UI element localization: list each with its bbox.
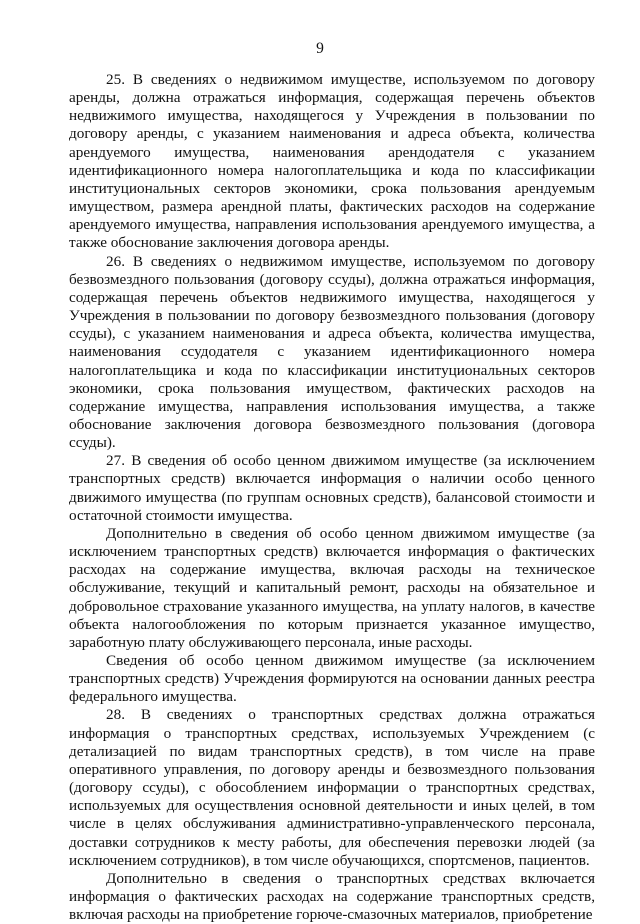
paragraph-26: 26. В сведениях о недвижимом имуществе, используемом по договору безвозмездного пользования (договору ссуды), должна отражаться информация, содержащая перечень объектов недвижимого имущества, находящегося у Учреждения в пользовании по договору безвозмездного пользования (договору ссуды), с указанием наименования и адреса объекта, количества имущества, наименования ссудодателя с указанием идентификационного номера налогоплательщика и кода по классификации институциональных секторов экономики, срока пользования имуществом, фактических расходов на содержание имущества, направления использования имущества, а также обоснование заключения договора безвозмездного пользования (договора ссуды). — [69, 252, 595, 452]
paragraph-27: 27. В сведения об особо ценном движимом имуществе (за исключением транспортных средств) включается информация о наличии особо ценного движимого имущества (по группам основных средств), балансовой стоимости и остаточной стоимости имущества. — [69, 452, 595, 524]
paragraph-27-additional: Дополнительно в сведения об особо ценном движимом имуществе (за исключением транспортных средств) включается информация о фактических расходах на содержание имущества, включая расходы на техническое обслуживание, текущий и капитальный ремонт, расходы на обязательное и добровольное страхование указанного имущества, на уплату налогов, в качестве объекта налогообложения по которым признается указанное имущество, заработную плату обслуживающего персонала, иные расходы. — [69, 524, 595, 651]
page-number: 9 — [316, 40, 324, 57]
document-body — [69, 71, 595, 924]
paragraph-28-additional: Дополнительно в сведения о транспортных средствах включается информация о фактических расходах на содержание транспортных средств, включая расходы на приобретение горюче-смазочных материалов, приобретение — [69, 869, 595, 924]
paragraph-27-source: Сведения об особо ценном движимом имуществе (за исключением транспортных средств) Учреждения формируются на основании данных реестра федерального имущества. — [69, 652, 595, 706]
paragraph-28: 28. В сведениях о транспортных средствах должна отражаться информация о транспортных средствах, используемых Учреждением (с детализацией по видам транспортных средств), в том числе на праве оперативного управления, по договору аренды и безвозмездного пользования (договору ссуды), с обособлением информации о транспортных средствах, используемых для осуществления основной деятельности и иных целей, в том числе в целях обслуживания административно-управленческого персонала, доставки сотрудников к месту работы, для обеспечения перевозки людей (за исключением сотрудников), в том числе обучающихся, спортсменов, пациентов. — [69, 706, 595, 869]
paragraph-25: 25. В сведениях о недвижимом имуществе, используемом по договору аренды, должна отражаться информация, содержащая перечень объектов недвижимого имущества, находящегося у Учреждения в пользовании по договору аренды, с указанием наименования и адреса объекта, количества арендуемого имущества, наименования арендодателя с указанием идентификационного номера налогоплательщика и кода по классификации институциональных секторов экономики, срока пользования арендуемым имуществом, размера арендной платы, фактических расходов на содержание арендуемого имущества, направления использования арендуемого имущества, а также обоснование заключения договора аренды. — [69, 71, 595, 252]
